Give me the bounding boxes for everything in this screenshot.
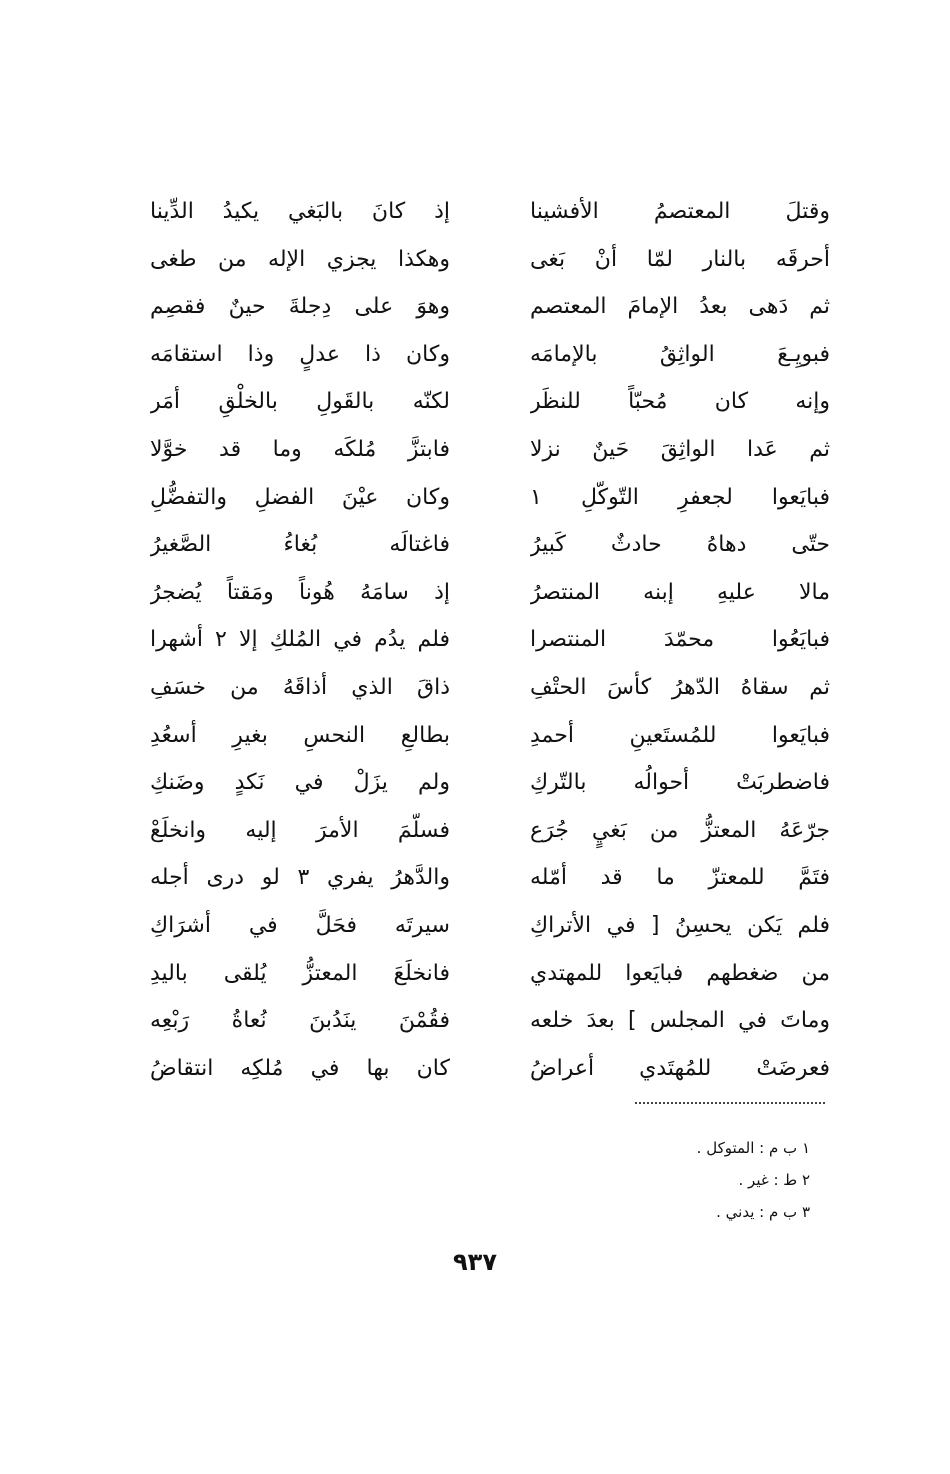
second-hemistich: لكنّه بالقَولِ بالخلْقِ أمَر	[150, 389, 450, 415]
verse-line	[150, 664, 830, 712]
first-hemistich: فتَمَّ للمعتزّ ما قد أمّله	[530, 865, 830, 891]
second-hemistich: وهكذا يجزي الإله من طغى	[150, 246, 450, 272]
first-hemistich: فعرضَتْ للمُهتَدي أعراضُ	[530, 1055, 830, 1081]
footnote: ٣ ب م : يدني .	[716, 1203, 810, 1221]
verse-line	[150, 759, 830, 807]
first-hemistich: أحرقَه بالنار لمّا أنْ بَغى	[530, 246, 830, 272]
first-hemistich: وقتلَ المعتصمُ الأفشينا	[530, 199, 830, 224]
verse-line	[150, 997, 830, 1045]
verse-line	[150, 521, 830, 569]
second-hemistich: فسلّمَ الأمرَ إليه وانخلَعْ	[150, 817, 450, 843]
second-hemistich: فلم يدُم في المُلكِ إلا ٢ أشهرا	[150, 627, 450, 653]
verse-line	[150, 1045, 830, 1093]
first-hemistich: ثم عَدا الواثِقَ حَينٌ نزلا	[530, 436, 830, 462]
second-hemistich: إذ كانَ بالبَغي يكيدُ الدِّينا	[150, 199, 450, 224]
first-hemistich: من ضغطهم فبايَعوا للمهتدي	[530, 960, 830, 986]
first-hemistich: حتّى دهاهُ حادثٌ كَبيرُ	[530, 532, 830, 558]
footnote: ٢ ط : غير .	[738, 1171, 810, 1189]
second-hemistich: وكان ذا عدلٍ وذا استقامَه	[150, 341, 450, 367]
verse-line	[150, 474, 830, 522]
first-hemistich: مالا عليهِ إبنه المنتصرُ	[530, 579, 830, 605]
page-number: ٩٣٧	[453, 1248, 497, 1276]
first-hemistich: جرّعَهُ المعتزُّ من بَغيٍ جُرَع	[530, 817, 830, 843]
first-hemistich: ثم دَهى بعدُ الإمامَ المعتصم	[530, 294, 830, 320]
second-hemistich: والدَّهرُ يفري ٣ لو درى أجله	[150, 865, 450, 891]
second-hemistich: فقُمْنَ ينَدُبنَ نُعاةُ رَبْعِه	[150, 1008, 450, 1034]
first-hemistich: فبايَعوا للمُستَعينِ أحمدِ	[530, 722, 830, 748]
verse-line	[150, 854, 830, 902]
second-hemistich: فاغتالَه بُغاءُ الصَّغيرُ	[150, 532, 450, 558]
verse-line	[150, 902, 830, 950]
verse-line	[150, 188, 830, 236]
first-hemistich: فبايَعُوا محمّدَ المنتصرا	[530, 627, 830, 653]
second-hemistich: كان بها في مُلكِه انتقاضُ	[150, 1055, 450, 1081]
verse-line	[150, 236, 830, 284]
second-hemistich: سيرتَه فحَلَّ في أشرَاكِ	[150, 912, 450, 938]
verse-line	[150, 950, 830, 998]
first-hemistich: ثم سقاهُ الدّهرُ كأسَ الحتْفِ	[530, 674, 830, 700]
verse-line	[150, 426, 830, 474]
second-hemistich: وكان عيْنَ الفضلِ والتفضُّلِ	[150, 484, 450, 510]
poem	[150, 188, 830, 1092]
first-hemistich: وإنه كان مُحبّاً للنظَر	[530, 389, 830, 415]
footnote: ١ ب م : المتوكل .	[696, 1139, 810, 1157]
second-hemistich: بطالعِ النحسِ بغيرِ أسعُدِ	[150, 722, 450, 748]
verse-line	[150, 807, 830, 855]
first-hemistich: فلم يَكن يحسِنُ [ في الأتراكِ	[530, 912, 830, 938]
footnotes	[510, 1132, 810, 1228]
second-hemistich: إذ سامَهُ هُوناً ومَقتاً يُضجرُ	[150, 579, 450, 605]
second-hemistich: وهوَ على دِجلةَ حينٌ فقصِم	[150, 294, 450, 320]
second-hemistich: ولم يزَلْ في نَكدٍ وضَنكِ	[150, 770, 450, 796]
verse-line	[150, 283, 830, 331]
first-hemistich: فبويِـعَ الواثِقُ بالإمامَه	[530, 341, 830, 367]
second-hemistich: ذاقَ الذي أذاقَهُ من خسَفِ	[150, 674, 450, 700]
verse-line	[150, 378, 830, 426]
verse-line	[150, 331, 830, 379]
verse-line	[150, 569, 830, 617]
second-hemistich: فانخلَعَ المعتزُّ يُلقى باليدِ	[150, 960, 450, 986]
footnote-divider	[635, 1102, 825, 1104]
second-hemistich: فابتزَّ مُلكَه وما قد خوَّلا	[150, 436, 450, 462]
verse-line	[150, 616, 830, 664]
first-hemistich: فاضطربَتْ أحوالُه بالتّركِ	[530, 770, 830, 796]
first-hemistich: وماتَ في المجلس ] بعدَ خلعه	[530, 1008, 830, 1034]
first-hemistich: فبايَعوا لجعفرِ التّوكّلِ ١	[530, 484, 830, 510]
verse-line	[150, 712, 830, 760]
